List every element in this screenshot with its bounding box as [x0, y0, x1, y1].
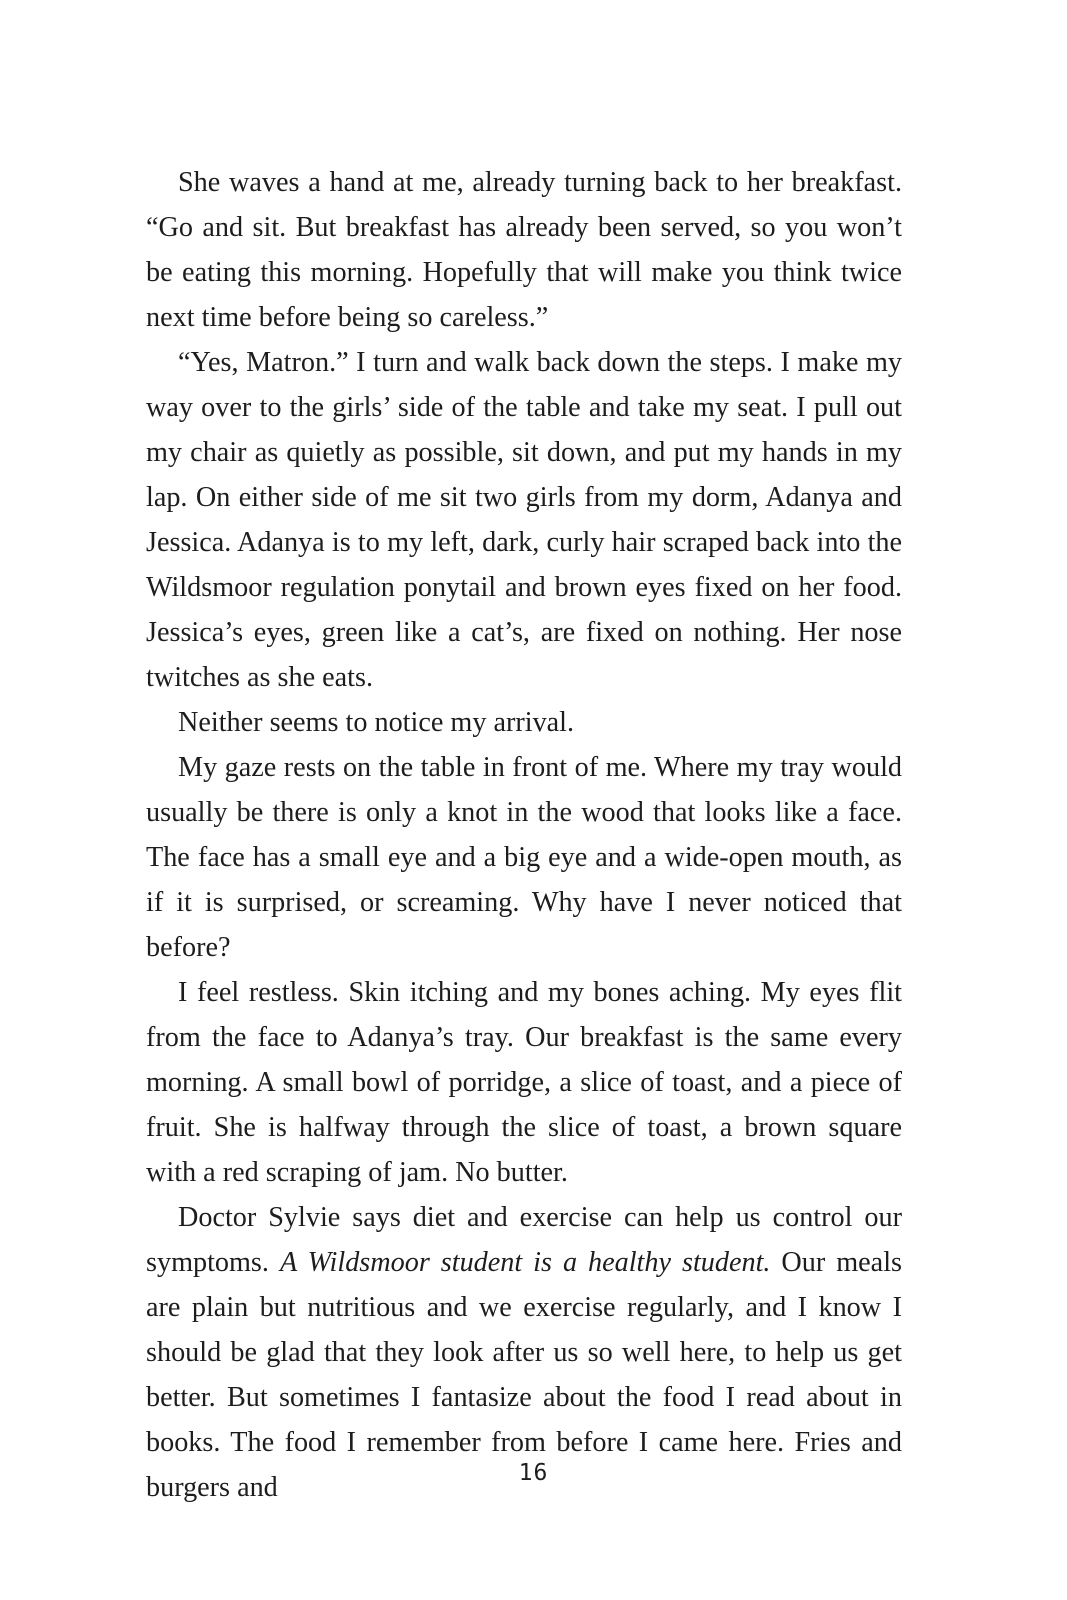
body-text — [146, 160, 902, 1510]
paragraph — [146, 700, 902, 745]
paragraph — [146, 340, 902, 700]
text-segment: Our meals are plain but nutritious and we exercise regularly, and I know I should be glad that they look after us so well here, to help us get better. But sometimes I fantasize about the food I read about in books. The food I remember from before I came here. Fries and burgers and — [146, 1247, 902, 1503]
italic-motto: A Wildsmoor student is a healthy student. — [279, 1247, 771, 1278]
text-segment: Doctor Sylvie says diet and exercise can help us control our symptoms. — [146, 1202, 902, 1278]
text-segment: My gaze rests on the table in front of me. Where my tray would usually be there is only a knot in the wood that looks like a face. The face has a small eye and a big eye and a wide-open mouth, as if it is surprised, or screaming. Why have I never noticed that before? — [146, 752, 902, 963]
paragraph — [146, 745, 902, 970]
text-segment: Neither seems to notice my arrival. — [178, 707, 575, 738]
text-segment: “Yes, Matron.” I turn and walk back down the steps. I make my way over to the girls’ side of the table and take my seat. I pull out my chair as quietly as possible, sit down, and put my hands in my lap. On either side of me sit two girls from my dorm, Adanya and Jessica. Adanya is to my left, dark, curly hair scraped back into the Wildsmoor regulation ponytail and brown eyes fixed on her food. Jessica’s eyes, green like a cat’s, are fixed on nothing. Her nose twitches as she eats. — [146, 347, 902, 693]
text-segment: I feel restless. Skin itching and my bones aching. My eyes flit from the face to Adanya’s tray. Our breakfast is the same every morning. A small bowl of porridge, a slice of toast, and a piece of fruit. She is halfway through the slice of toast, a brown square with a red scraping of jam. No butter. — [146, 977, 902, 1188]
text-segment: She waves a hand at me, already turning back to her breakfast. “Go and sit. But breakfast has already been served, so you won’t be eating this morning. Hopefully that will make you think twice next time before being so careless.” — [146, 167, 902, 333]
page-number: 16 — [518, 1460, 549, 1486]
paragraph — [146, 160, 902, 340]
paragraph — [146, 970, 902, 1195]
